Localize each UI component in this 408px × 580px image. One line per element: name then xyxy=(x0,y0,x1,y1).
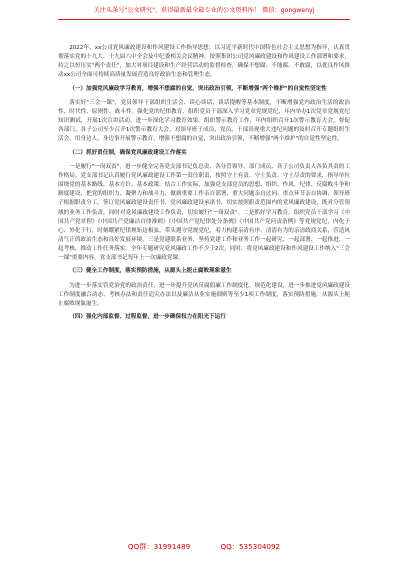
section-paragraph-3: 为进一步落实管党治党的政治责任，进一步提升党风反腐倡廉工作制度化、规范化建设，进一步推进党风廉政建设工作制度融合动态、考核办法和责任追究办法以及廉洁从业实施细则等至少1项工作制度，落实预防措施，从源头上扼止腐败现象滋生。 xyxy=(58,282,350,307)
section-paragraph-1: 落实好"三会一课"，党员领导干部组织生活会、谈心谈话、谈话提醒等基本制度，不断增强党内政治生活的政治性、时代性、原则性、战斗性。强化党的纪律教育，组织党员干部深入学习党章党规党纪，年内举办1次党章党规党纪知识测试，开展1次宣讲活动，进一步深化学习教育效果。组织警示教育工作，年内组织召开1次警示教育大会，督促各部门、各子公司至少召开1次警示教育大会，对领导班子成员、党员、干部出现重大违纪问题的及时召开专题组织生活会，用身边人、身边事开展警示教育，增强不想腐的自觉，突出政治引领，不断增强"两个维护"的自觉性坚定性。 xyxy=(58,99,350,143)
header-divider xyxy=(58,19,350,20)
section-paragraph-2: 一是履行"一岗双责"，进一步健全完善党支部书记负总责、各分管领导、部门成员、各子公司负责人各负其责的工作格局。党支部书记认真履行党风廉政建设工作第一责任职责，按照守土有责、守土负责、守土尽责的要求，指导单位围绕党的基本路线、基本方针、基本政策，结合工作实际，加强党支部党员的思想、组织、作风、纪律、反腐败斗争和制度建设，把党的组织力、凝聚力和战斗力，做到重要工作亲自部署、重大问题亲自过问、重点环节亲自协调、领导班子根据职责分工，签订党风廉政建设责任书，党风廉政建设承诺书，切实按照职责范围内的党风廉政建设，既对分管领域的业务工作负责，同时对党风廉政建设工作负责，切实履行"一岗双责"。二是抓好学习教育。组织党员干部学习《中国共产党章程》《中国共产党廉洁自律准则》《中国共产党纪律处分条例》《中国共产党问责条例》等党规党纪，内化于心、外化于行，时刻绷紧纪律规矩这根弦，带头遵守党规党纪，着力构建亲清有序、清清有为的亲清政商关系，营造风清气正的政治生态和良好发展环境。三是党建联系业务，坚持党建工作和业务工作一起研究、一起部署、一起推进、一起考核，推动工作任务落实。全年专题研究党风廉政工作不少于2次，同时，将党风廉政建设和作风建设工作纳入"三会一课"重要内容，党支部书记每年上一次廉政党课。 xyxy=(58,163,350,262)
footer-qq-group: QQ群：31991489 xyxy=(127,542,191,551)
section-heading-3: （三）健全工作制度，落实预防措施，从源头上扼止腐败现象滋生 xyxy=(69,268,232,275)
page-footer xyxy=(58,540,350,554)
footer-qq: QQ：535304092 xyxy=(220,542,281,551)
intro-paragraph: 2022年，xx公司党风廉政建设和作风建设工作指导思想：以习近平新时代中国特色社会主义思想为指导，认真贯彻落实党的十九大、十九届六中全会及中纪委相关会议精神，按照集团公司党风廉政建设和作风建设工作部署和要求，持之以恒压实"两个责任"，加大对项目建设和生产经营活动的监督检查，确保不想腐、不能腐、不敢腐，以优良作风推动xx公司全面可持续高质量发展营造良好政治生态和管理生态。 xyxy=(58,45,350,79)
section-heading-2: （二）抓好责任制，确保党风廉政建设工作落实 xyxy=(69,149,187,156)
section-heading-1: （一）加强党风廉政学习教育，增强不想腐的自觉，突出政治引领，不断增强"两个维护"的自觉性坚定性 xyxy=(69,85,327,92)
document-body xyxy=(58,44,350,327)
header-banner: 关注头条号"公文研究"，获得最新最全最专业的公文资料库！ 微信：gongwenyj xyxy=(93,7,315,14)
section-heading-4: （四）强化内部监督、过程监督，进一步确保权力在阳光下运行 xyxy=(69,314,226,321)
